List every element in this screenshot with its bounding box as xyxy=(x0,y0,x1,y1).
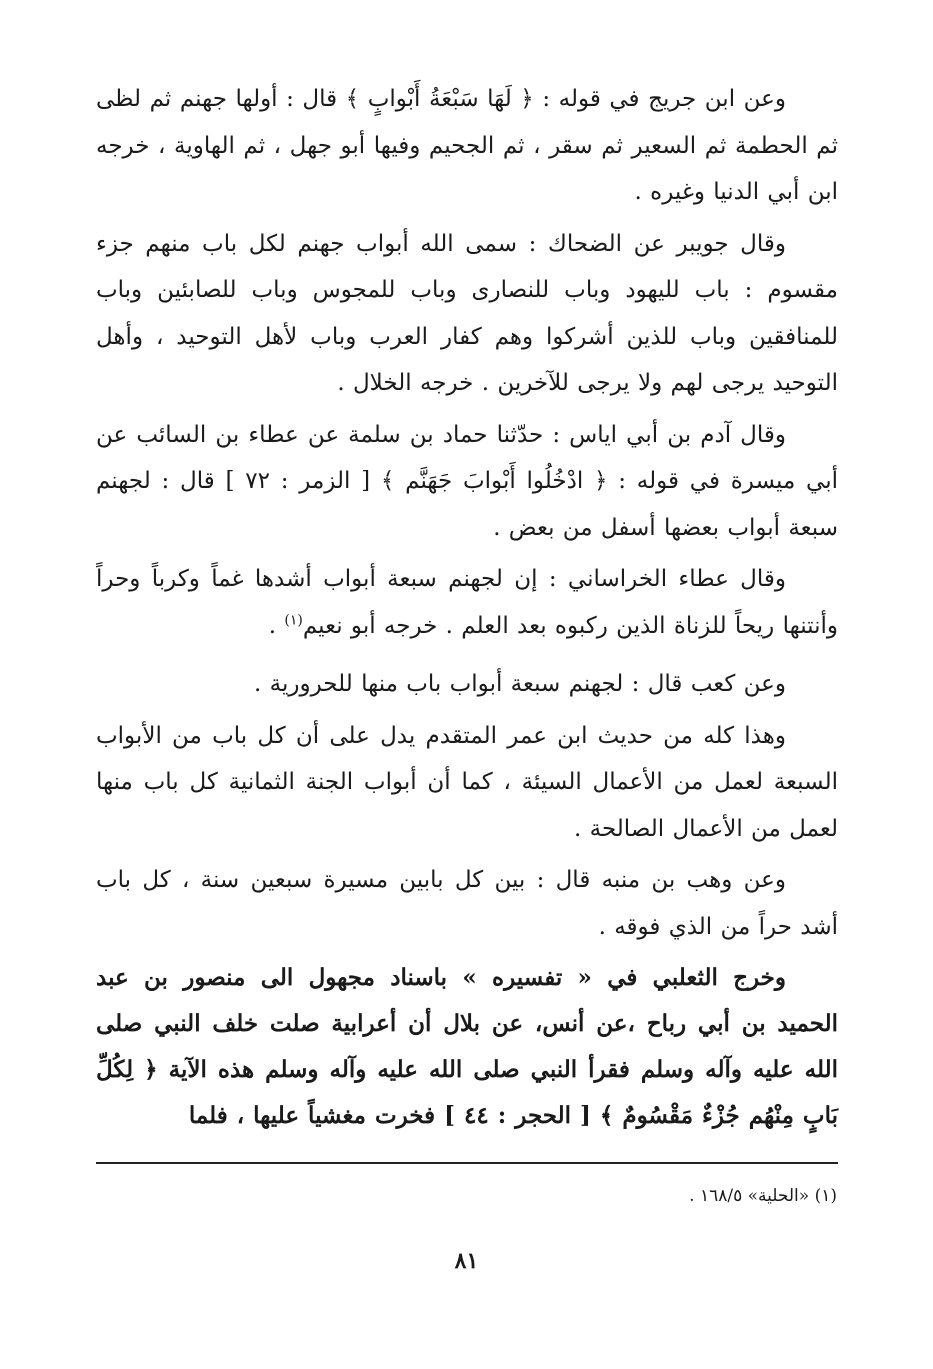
footnote: (١) «الحلية» ١٦٨/٥ . xyxy=(689,1186,837,1206)
paragraph-thalabi: وخرج الثعلبي في « تفسيره » باسناد مجهول الى منصور بن عبد الحميد بن أبي رباح ،عن أنس، عن بلال أن أعرابية صلت خلف النبي صلى الله عليه وآله وسلم فقرأ النبي صلى الله عليه وآله وسلم هذه الآية ﴿ لِكُلِّ بَابٍ مِنْهُم جُزْءٌ مَقْسُومٌ ﴾ [ الحجر : ٤٤ ] فخرت مغشياً عليها ، فلما xyxy=(96,964,838,1129)
paragraph-juwaybir: وقال جويبر عن الضحاك : سمى الله أبواب جهنم لكل باب منهم جزء مقسوم : باب لليهود وباب للنصارى وباب للمجوس وباب للصابئين وباب للمنافقين وباب للذين أشركوا وهم كفار العرب وباب لأهل التوحيد ، وأهل التوحيد يرجى لهم ولا يرجى للآخرين . خرجه الخلال . xyxy=(96,230,838,396)
paragraph-ata-khurasani xyxy=(96,556,838,649)
paragraph-adam-ibn-abi-iyas: وقال آدم بن أبي اياس : حدّثنا حماد بن سلمة عن عطاء بن السائب عن أبي ميسرة في قوله : ﴿ ادْخُلُوا أَبْوابَ جَهَنَّم ﴾ [ الزمر : ٧٢ ] قال : لجهنم سبعة أبواب بعضها أسفل من بعض . xyxy=(96,421,839,541)
main-text xyxy=(96,76,838,1139)
footnote-marker: (١) xyxy=(284,611,303,628)
paragraph-ibn-umar-hadith: وهذا كله من حديث ابن عمر المتقدم يدل على أن كل باب من الأبواب السبعة لعمل من الأعمال السيئة ، كما أن أبواب الجنة الثمانية كل باب منها لعمل من الأعمال الصالحة . xyxy=(96,722,838,842)
footnote-separator xyxy=(96,1162,838,1164)
paragraph-kaab: وعن كعب قال : لجهنم سبعة أبواب باب منها للحرورية . xyxy=(254,671,786,697)
paragraph-tail: . xyxy=(268,612,285,639)
paragraph-wahb: وعن وهب بن منبه قال : بين كل بابين مسيرة سبعين سنة ، كل باب أشد حراً من الذي فوقه . xyxy=(96,867,838,940)
page-number: ٨١ xyxy=(454,1248,479,1274)
paragraph-text: وقال عطاء الخراساني : إن لجهنم سبعة أبواب أشدها غماً وكرباً وحراً وأنتنها ريحاً للزناة الذين ركبوه بعد العلم . خرجه أبو نعيم xyxy=(96,566,838,639)
paragraph-ibn-jurayj: وعن ابن جريج في قوله : ﴿ لَهَا سَبْعَةُ أَبْوابٍ ﴾ قال : أولها جهنم ثم لظى ثم الحطمة ثم السعير ثم سقر ، ثم الجحيم وفيها أبو جهل ، ثم الهاوية ، خرجه ابن أبي الدنيا وغيره . xyxy=(96,86,838,205)
